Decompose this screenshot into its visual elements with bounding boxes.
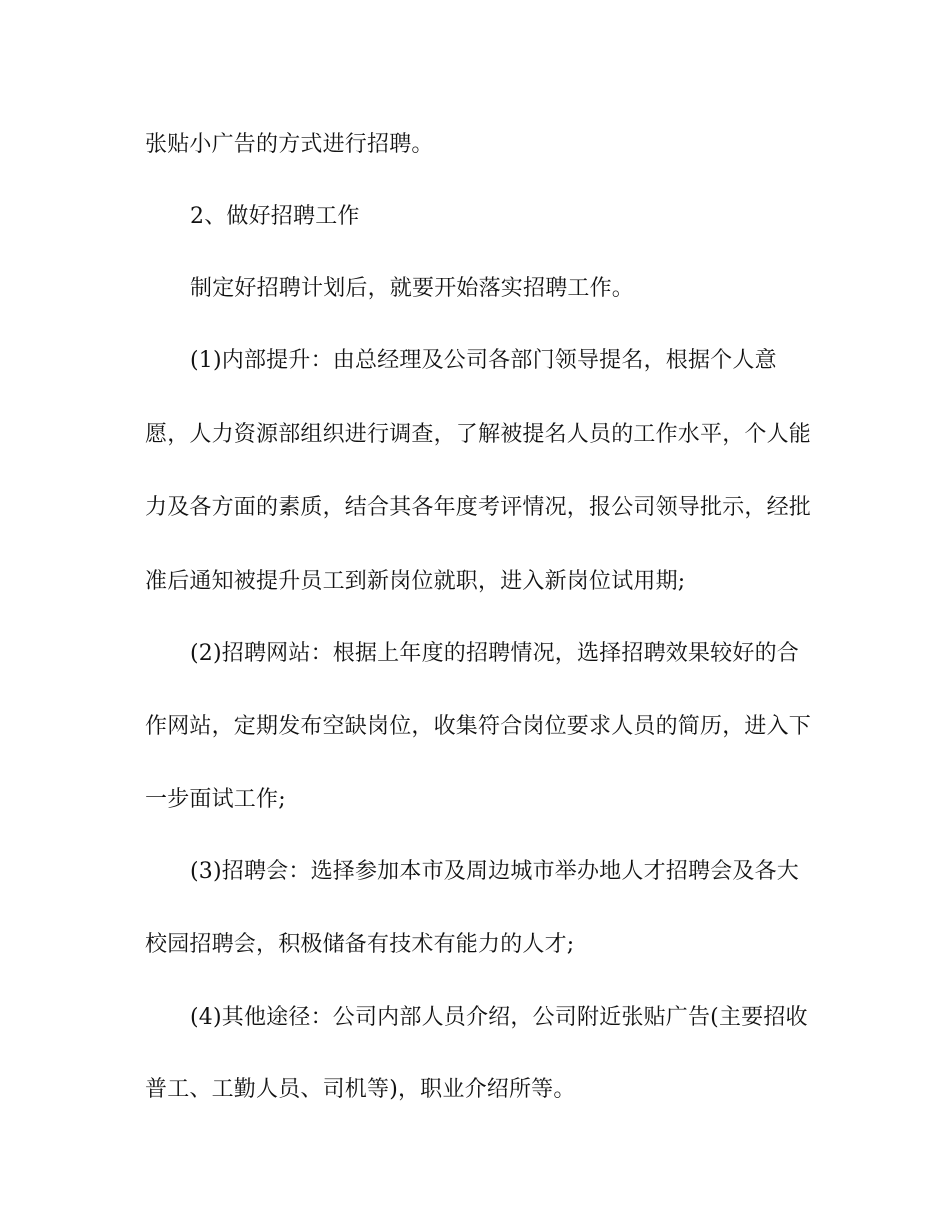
- paragraph-intro: 制定好招聘计划后，就要开始落实招聘工作。: [190, 276, 635, 301]
- item-1-line-2: 愿，人力资源部组织进行调查，了解被提名人员的工作水平，个人能: [145, 422, 812, 447]
- text-line-continuation: 张贴小广告的方式进行招聘。: [145, 132, 434, 157]
- item-1-line-4: 准后通知被提升员工到新岗位就职，进入新岗位试用期;: [145, 569, 686, 594]
- item-1-line-3: 力及各方面的素质，结合其各年度考评情况，报公司领导批示，经批: [145, 495, 812, 520]
- item-1-line-1: (1)内部提升：由总经理及公司各部门领导提名，根据个人意: [190, 348, 777, 373]
- item-4-line-1: (4)其他途径：公司内部人员介绍，公司附近张贴广告(主要招收: [190, 1005, 808, 1030]
- section-heading: 2、做好招聘工作: [190, 204, 360, 229]
- item-3-line-1: (3)招聘会：选择参加本市及周边城市举办地人才招聘会及各大: [190, 859, 799, 884]
- item-2-line-3: 一步面试工作;: [145, 787, 286, 812]
- item-4-line-2: 普工、工勤人员、司机等)，职业介绍所等。: [145, 1077, 576, 1102]
- item-2-line-2: 作网站，定期发布空缺岗位，收集符合岗位要求人员的简历，进入下: [145, 714, 812, 739]
- item-3-line-2: 校园招聘会，积极储备有技术有能力的人才;: [145, 932, 575, 957]
- item-2-line-1: (2)招聘网站：根据上年度的招聘情况，选择招聘效果较好的合: [190, 641, 799, 666]
